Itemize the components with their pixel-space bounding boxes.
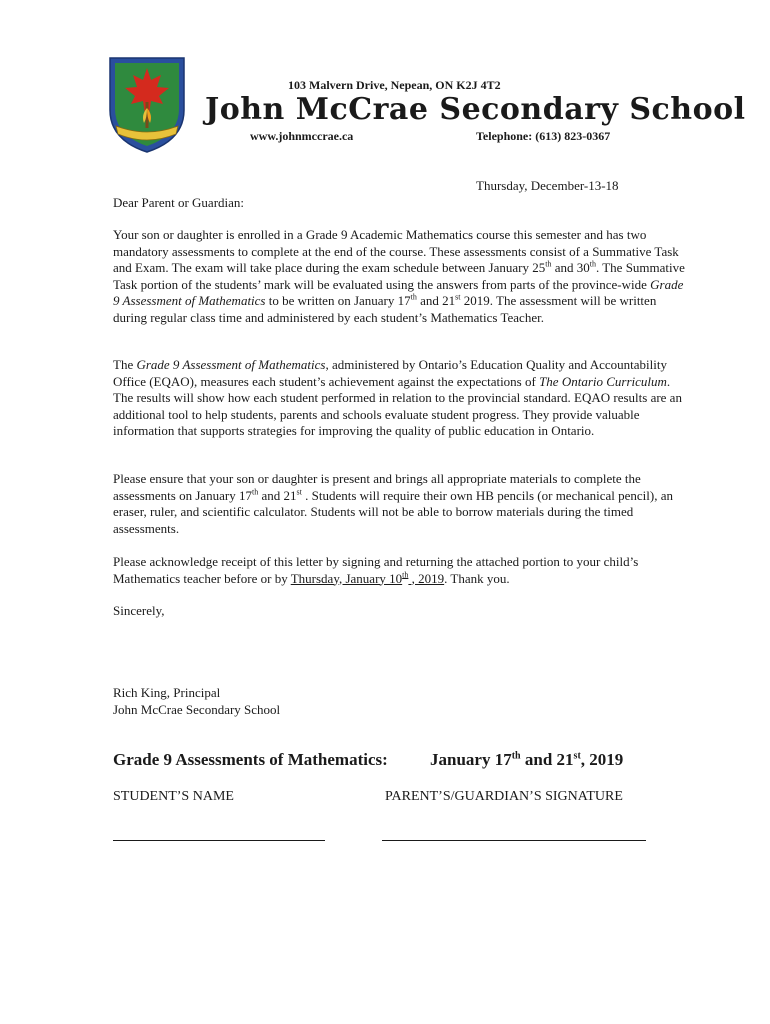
parent-signature-field[interactable] (382, 840, 646, 841)
school-address: 103 Malvern Drive, Nepean, ON K2J 4T2 (288, 78, 501, 92)
return-slip-title: Grade 9 Assessments of Mathematics: (113, 750, 388, 769)
paragraph-materials: Please ensure that your son or daughter is present and brings all appropriate materials to complete the assessments on January 17th and 21st . Students will require their own HB pencils (or mechanical pencil), an eraser, ruler, and scientific calculator. Students will not be able to borrow materials during the timed assessments. (113, 471, 673, 536)
school-phone: Telephone: (613) 823-0367 (476, 129, 611, 143)
paragraph-enrollment: Your son or daughter is enrolled in a Grade 9 Academic Mathematics course this semester and has two mandatory assessments to complete at the end of the course. These assessments consist of a Summative Task and Exam. The exam will take place during the exam schedule between January 25th and 30th. The Summative Task portion of the students’ mark will be evaluated using the answers from parts of the province-wide Grade 9 Assessment of Mathematics to be written on January 17th and 21st 2019. The assessment will be written during regular class time and administered by each student’s Mathematics Teacher. (113, 227, 685, 325)
signer-name: Rich King, Principal (113, 685, 221, 700)
signer-school: John McCrae Secondary School (113, 702, 281, 717)
closing: Sincerely, (113, 603, 165, 618)
student-name-field[interactable] (113, 840, 325, 841)
student-name-label: STUDENT’S NAME (113, 789, 234, 804)
letter-date: Thursday, December-13-18 (476, 178, 619, 193)
return-slip-dates: January 17th and 21st, 2019 (430, 750, 624, 769)
school-name-masthead: John McCrae Secondary School (205, 92, 746, 127)
school-website: www.johnmccrae.ca (250, 129, 354, 143)
salutation: Dear Parent or Guardian: (113, 195, 245, 210)
school-crest-logo (106, 52, 188, 154)
paragraph-acknowledge: Please acknowledge receipt of this letter by signing and returning the attached portion to your child’s Mathematics teacher before or by Thursday, January 10th , 2019. Thank you. (113, 554, 639, 586)
parent-signature-label: PARENT’S/GUARDIAN’S SIGNATURE (385, 789, 623, 804)
paragraph-eqao: The Grade 9 Assessment of Mathematics, administered by Ontario’s Education Quality and Accountability Office (EQAO), measures each student’s achievement against the expectations of The Ontario Curriculum. The results will show how each student performed in relation to the provincial standard. EQAO results are an additional tool to help students, parents and schools evaluate student progress. They provide valuable information that supports strategies for improving the quality of public education in Ontario. (113, 357, 682, 438)
